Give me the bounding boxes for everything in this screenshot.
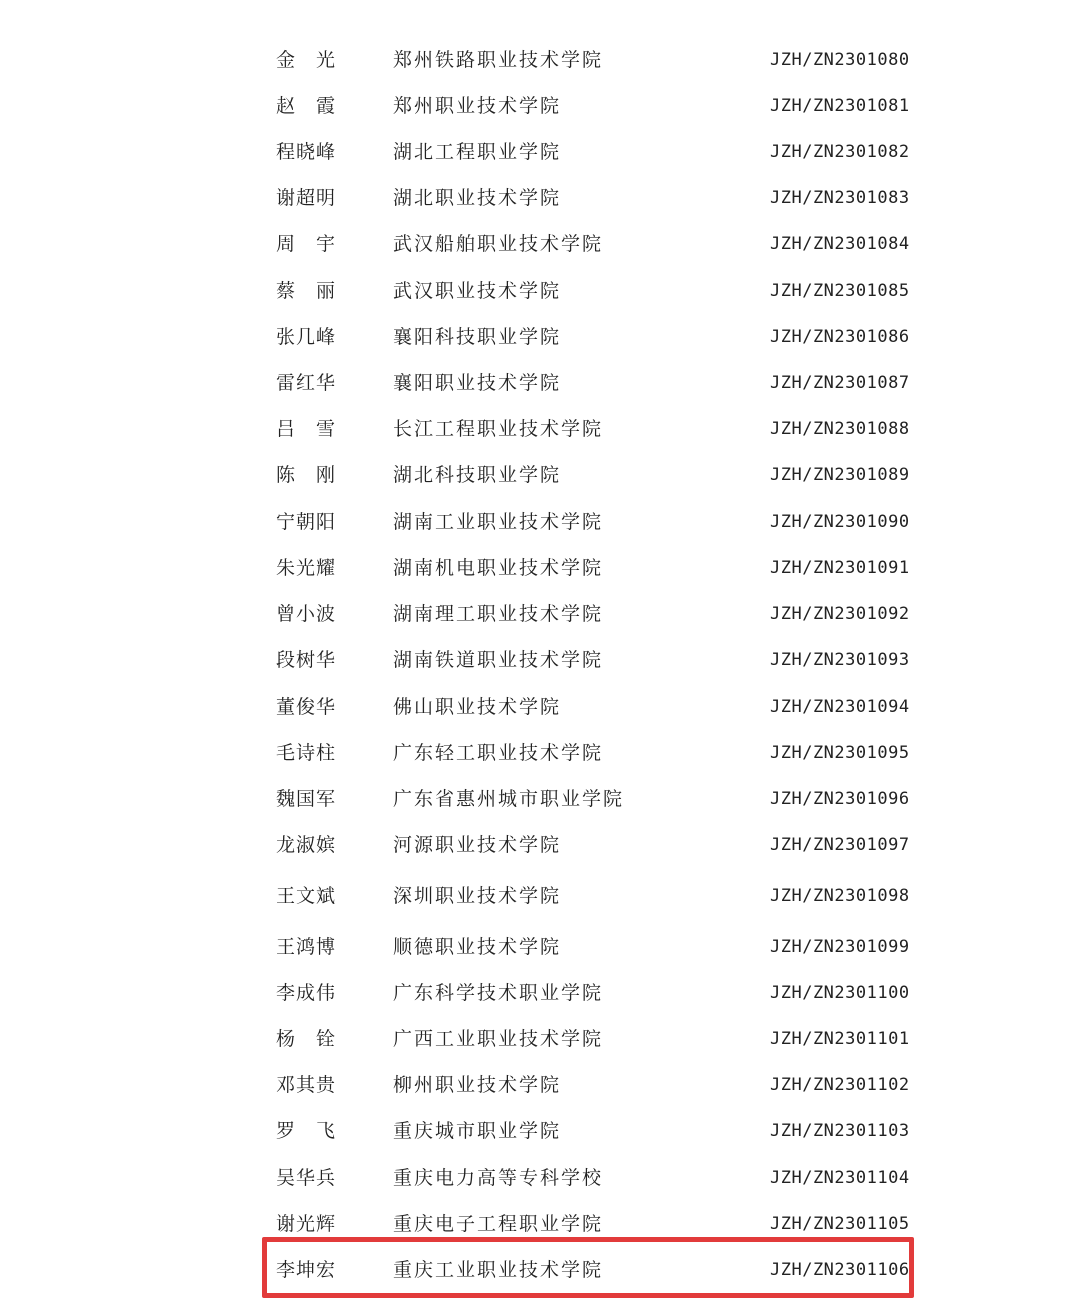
institution-name: 湖北职业技术学院 bbox=[393, 187, 562, 209]
institution-name: 襄阳科技职业学院 bbox=[393, 326, 562, 348]
institution-name: 武汉职业技术学院 bbox=[393, 280, 562, 302]
institution-name: 湖北工程职业学院 bbox=[393, 141, 562, 163]
table-row bbox=[0, 776, 1080, 822]
table-row bbox=[0, 129, 1080, 175]
person-name: 张几峰 bbox=[276, 326, 337, 348]
table-row bbox=[0, 591, 1080, 637]
table-row bbox=[0, 175, 1080, 221]
certificate-code: JZH/ZN2301085 bbox=[770, 281, 910, 301]
institution-name: 郑州职业技术学院 bbox=[393, 95, 562, 117]
institution-name: 深圳职业技术学院 bbox=[393, 885, 562, 907]
table-row bbox=[0, 1155, 1080, 1201]
certificate-code: JZH/ZN2301092 bbox=[770, 604, 910, 624]
certificate-code: JZH/ZN2301102 bbox=[770, 1075, 910, 1095]
person-name: 王文斌 bbox=[276, 885, 337, 907]
table-row bbox=[0, 314, 1080, 360]
certificate-code: JZH/ZN2301106 bbox=[770, 1260, 910, 1280]
institution-name: 长江工程职业技术学院 bbox=[393, 418, 604, 440]
certificate-code: JZH/ZN2301086 bbox=[770, 327, 910, 347]
institution-name: 湖北科技职业学院 bbox=[393, 464, 562, 486]
highlight-box bbox=[262, 1237, 914, 1298]
table-row bbox=[0, 730, 1080, 776]
person-name: 朱光耀 bbox=[276, 557, 337, 579]
person-name: 董俊华 bbox=[276, 696, 337, 718]
person-name: 金 光 bbox=[276, 49, 337, 71]
certificate-code: JZH/ZN2301100 bbox=[770, 983, 910, 1003]
table-row bbox=[0, 822, 1080, 868]
person-name: 吕 雪 bbox=[276, 418, 337, 440]
person-name: 李成伟 bbox=[276, 982, 337, 1004]
certificate-code: JZH/ZN2301081 bbox=[770, 96, 910, 116]
certificate-code: JZH/ZN2301094 bbox=[770, 697, 910, 717]
person-name: 赵 霞 bbox=[276, 95, 337, 117]
person-name: 曾小波 bbox=[276, 603, 337, 625]
certificate-code: JZH/ZN2301089 bbox=[770, 465, 910, 485]
institution-name: 广东轻工职业技术学院 bbox=[393, 742, 604, 764]
table-row bbox=[0, 452, 1080, 498]
certificate-code: JZH/ZN2301105 bbox=[770, 1214, 910, 1234]
institution-name: 湖南铁道职业技术学院 bbox=[393, 649, 604, 671]
person-name: 王鸿博 bbox=[276, 936, 337, 958]
institution-name: 重庆工业职业技术学院 bbox=[393, 1259, 604, 1281]
table-row bbox=[0, 1062, 1080, 1108]
person-name: 雷红华 bbox=[276, 372, 337, 394]
certificate-code: JZH/ZN2301101 bbox=[770, 1029, 910, 1049]
institution-name: 湖南工业职业技术学院 bbox=[393, 511, 604, 533]
certificate-code: JZH/ZN2301090 bbox=[770, 512, 910, 532]
certificate-code: JZH/ZN2301103 bbox=[770, 1121, 910, 1141]
institution-name: 襄阳职业技术学院 bbox=[393, 372, 562, 394]
person-name: 陈 刚 bbox=[276, 464, 337, 486]
person-name: 蔡 丽 bbox=[276, 280, 337, 302]
certificate-code: JZH/ZN2301093 bbox=[770, 650, 910, 670]
certificate-code: JZH/ZN2301087 bbox=[770, 373, 910, 393]
certificate-code: JZH/ZN2301091 bbox=[770, 558, 910, 578]
certificate-code: JZH/ZN2301096 bbox=[770, 789, 910, 809]
institution-name: 武汉船舶职业技术学院 bbox=[393, 233, 604, 255]
certificate-code: JZH/ZN2301099 bbox=[770, 937, 910, 957]
table-row bbox=[0, 499, 1080, 545]
table-row bbox=[0, 1016, 1080, 1062]
table-row bbox=[0, 268, 1080, 314]
person-name: 邓其贵 bbox=[276, 1074, 337, 1096]
person-name: 龙淑嫔 bbox=[276, 834, 337, 856]
certificate-code: JZH/ZN2301082 bbox=[770, 142, 910, 162]
person-name: 宁朝阳 bbox=[276, 511, 337, 533]
institution-name: 佛山职业技术学院 bbox=[393, 696, 562, 718]
certificate-code: JZH/ZN2301098 bbox=[770, 886, 910, 906]
certificate-code: JZH/ZN2301084 bbox=[770, 234, 910, 254]
table-row bbox=[0, 83, 1080, 129]
institution-name: 广东省惠州城市职业学院 bbox=[393, 788, 625, 810]
person-name: 魏国军 bbox=[276, 788, 337, 810]
table-row bbox=[0, 360, 1080, 406]
certificate-code: JZH/ZN2301083 bbox=[770, 188, 910, 208]
table-row bbox=[0, 1108, 1080, 1154]
certificate-code: JZH/ZN2301095 bbox=[770, 743, 910, 763]
table-row bbox=[0, 406, 1080, 452]
person-name: 杨 铨 bbox=[276, 1028, 337, 1050]
institution-name: 河源职业技术学院 bbox=[393, 834, 562, 856]
certificate-code: JZH/ZN2301097 bbox=[770, 835, 910, 855]
person-name: 程晓峰 bbox=[276, 141, 337, 163]
institution-name: 广东科学技术职业学院 bbox=[393, 982, 604, 1004]
table-row bbox=[0, 873, 1080, 919]
certificate-code: JZH/ZN2301080 bbox=[770, 50, 910, 70]
person-name: 毛诗柱 bbox=[276, 742, 337, 764]
institution-name: 郑州铁路职业技术学院 bbox=[393, 49, 604, 71]
institution-name: 重庆城市职业学院 bbox=[393, 1120, 562, 1142]
person-name: 罗 飞 bbox=[276, 1120, 337, 1142]
table-row bbox=[0, 924, 1080, 970]
institution-name: 湖南理工职业技术学院 bbox=[393, 603, 604, 625]
certificate-code: JZH/ZN2301088 bbox=[770, 419, 910, 439]
table-row bbox=[0, 970, 1080, 1016]
person-name: 李坤宏 bbox=[276, 1259, 337, 1281]
table-row bbox=[0, 684, 1080, 730]
institution-name: 顺德职业技术学院 bbox=[393, 936, 562, 958]
table-row bbox=[0, 37, 1080, 83]
institution-name: 重庆电子工程职业学院 bbox=[393, 1213, 604, 1235]
institution-name: 柳州职业技术学院 bbox=[393, 1074, 562, 1096]
person-name: 周 宇 bbox=[276, 233, 337, 255]
institution-name: 广西工业职业技术学院 bbox=[393, 1028, 604, 1050]
institution-name: 重庆电力高等专科学校 bbox=[393, 1167, 604, 1189]
person-name: 谢超明 bbox=[276, 187, 337, 209]
certificate-code: JZH/ZN2301104 bbox=[770, 1168, 910, 1188]
institution-name: 湖南机电职业技术学院 bbox=[393, 557, 604, 579]
table-row bbox=[0, 221, 1080, 267]
person-name: 段树华 bbox=[276, 649, 337, 671]
person-name: 谢光辉 bbox=[276, 1213, 337, 1235]
person-name: 吴华兵 bbox=[276, 1167, 337, 1189]
table-row bbox=[0, 637, 1080, 683]
table-row bbox=[0, 545, 1080, 591]
